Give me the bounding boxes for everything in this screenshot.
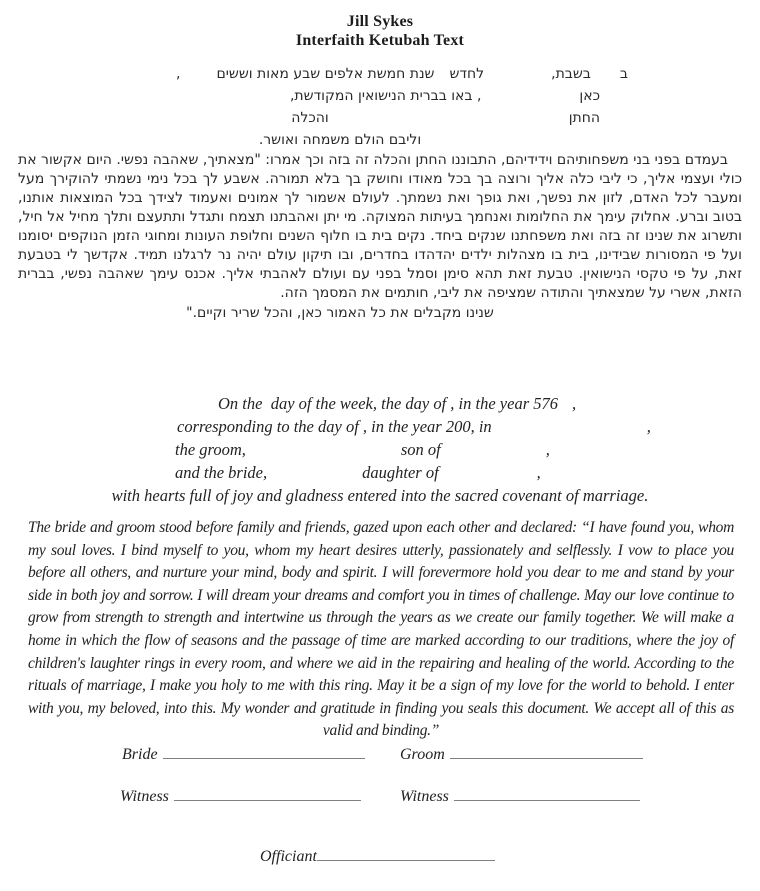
hebrew-year-words: שנת חמשת אלפים שבע מאות וששים: [216, 66, 435, 82]
hebrew-declaration-paragraph: בעמדם בפני בני משפחותיהם וידידיהם, התבוננו החתן והכלה זה בזה וכך אמרו: "מצאתיך, שאהבה נפשי. היום אקשור את כולי ועצמי אליך, כי ליבי כלה אליך ורוצה בך בכל מאודו וחושק בך בלא תמורה. אשבע לך בכל נימי נשמתי להוקירך מעל ומעבר לכל האדם, לזון את נפשך, ואת גופך ואת נשמתך. לעולם אשמור לך אמונים ואעמוד לצידך בכל המוצאות אותנו, בטוב וברע. אחלוק עימך את החלומות ואנחמך בעיתות המצוקה. מי יתן ואהבתנו תצמח ותגדל ותתעצם ותלך מחיל אל חיל, ותשרוג את שנינו זה בזה ואת משפחתנו שנקים ביחד. נקים בית בו חלוף השנים וחלופת העונות ומחוגי הזמן הנוקפים יסומנו ועל פי המסורות שבידינו, בית בו מצהלות ילדים יהדהדו בחדרים, ובו תיקון עולם יהיה נר לרגלנו תמיד. אקדשך לי בטבעת זאת, על פי טקסי הנישואין. טבעת זאת תהא סימן וסמל בפני עם ועולם לאהבתי אליך. אכנס עימך שאהבה נפשי, בברית הזאת, אשרי על שמצאתיך והתודה שמציפה את ליבי, חותמים את המסמך הזה.: [18, 152, 742, 301]
blank-month-name[interactable]: [484, 77, 551, 78]
english-date-line-1: [0, 394, 760, 417]
blank-day-of-week[interactable]: [591, 77, 620, 78]
groom-signature-row: [400, 744, 643, 764]
hebrew-declaration-section: [18, 151, 742, 323]
english-daughter-of: daughter of: [362, 463, 439, 482]
hebrew-day-letter: ב: [619, 66, 628, 82]
blank-year-digit[interactable]: [181, 77, 217, 78]
english-date-line1-text: On the day of the week, the day of , in the year 576: [218, 394, 558, 413]
english-date-line-4: [0, 463, 760, 486]
hebrew-date-line-3: [0, 110, 760, 132]
bride-signature-label: Bride: [122, 746, 158, 763]
officiant-signature-row: [260, 846, 495, 866]
blank-groom-name[interactable]: [329, 121, 569, 122]
bride-signature-line[interactable]: [163, 744, 365, 759]
hebrew-kan: כאן: [579, 88, 600, 104]
witness1-signature-label: Witness: [120, 788, 169, 805]
english-groom-label: the groom,: [175, 440, 246, 459]
hebrew-lachodesh: לחדש: [449, 66, 485, 82]
english-declaration-paragraph: The bride and groom stood before family and friends, gazed upon each other and declared: “I have found you, whom my soul loves. I bind myself to you, whom my heart desires utterly, passionately and selflessly. I vow to place you before all others, and nurture your mind, body and spirit. I will forevermore hold you dear to me and stand by your side in both joy and sorrow. I will dream your dreams and comfort you in times of challenge. May our love continue to grow from strength to strength and intertwine us through the years as we create our family together. We will make a home in which the flow of seasons and the passage of time are marked according to our traditions, where the joy of children's laughter rings in every room, and where we aid in the repairing and healing of the world. According to the rituals of marriage, I make you holy to me with this ring. May it be a sign of my love for the world to behold. I enter with you, my beloved, into this. My wonder and gratitude in finding you seals this document. We accept all of this as valid and binding.”: [28, 519, 734, 740]
english-date-line-2: [0, 417, 760, 440]
hebrew-hachatan: החתן: [568, 110, 600, 126]
groom-signature-label: Groom: [400, 746, 445, 763]
hebrew-entered-covenant: , באו בברית הנישואין המקודשת,: [289, 88, 482, 104]
witness1-signature-line[interactable]: [174, 786, 361, 801]
blank-place-name[interactable]: [481, 99, 579, 100]
hebrew-date-line-2: [0, 88, 760, 110]
witness2-signature-row: [400, 786, 640, 806]
witness2-signature-line[interactable]: [454, 786, 640, 801]
hebrew-line1-comma: ,: [176, 66, 181, 82]
witness1-signature-row: [120, 786, 361, 806]
hebrew-date-section: [0, 66, 760, 154]
officiant-signature-label: Officiant: [260, 848, 317, 865]
witness2-signature-label: Witness: [400, 788, 449, 805]
author-name: Jill Sykes: [346, 13, 414, 30]
document-title-block: [0, 12, 760, 50]
english-bride-label: and the bride,: [175, 463, 268, 482]
english-son-of: son of: [400, 440, 441, 459]
officiant-signature-line[interactable]: [317, 846, 495, 861]
english-date-line-3: [0, 440, 760, 463]
english-covenant-line: with hearts full of joy and gladness entered into the sacred covenant of marriage.: [111, 486, 649, 505]
hebrew-vehakala: והכלה: [291, 110, 329, 126]
hebrew-closing-line: שנינו מקבלים את כל האמור כאן, והכל שריר וקיים.": [186, 305, 494, 321]
english-date-line3-comma: ,: [545, 440, 550, 459]
blank-day-number[interactable]: [434, 77, 449, 78]
hebrew-date-line-1: [0, 66, 760, 88]
english-date-line2-text: corresponding to the day of , in the year 200, in: [177, 417, 492, 436]
english-date-line2-comma: ,: [646, 417, 651, 436]
hebrew-hearts-line: וליבם הולם משמחה ואושר.: [258, 132, 422, 148]
hebrew-bashabbat: בשבת,: [551, 66, 591, 82]
groom-signature-line[interactable]: [450, 744, 643, 759]
english-date-line1-comma: ,: [572, 394, 577, 413]
english-date-line4-comma: ,: [536, 463, 541, 482]
english-date-section: [0, 394, 760, 509]
bride-signature-row: [122, 744, 365, 764]
document-subtitle: Interfaith Ketubah Text: [295, 32, 465, 49]
